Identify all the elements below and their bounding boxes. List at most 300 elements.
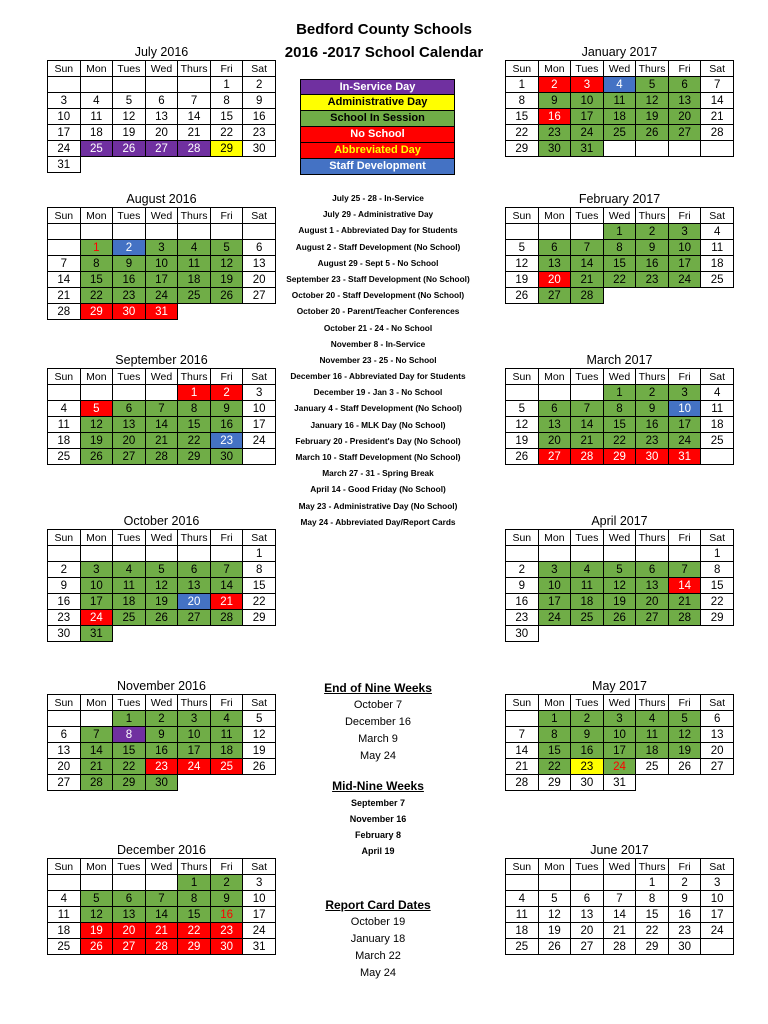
day-cell: 15 bbox=[113, 743, 146, 759]
weekday-header: Fri bbox=[668, 208, 701, 224]
day-cell: 5 bbox=[538, 891, 571, 907]
day-cell: 19 bbox=[538, 923, 571, 939]
day-cell: 24 bbox=[178, 759, 211, 775]
day-cell bbox=[210, 157, 243, 173]
day-cell: 11 bbox=[571, 578, 604, 594]
day-cell bbox=[538, 546, 571, 562]
day-cell bbox=[80, 875, 113, 891]
day-cell: 29 bbox=[113, 775, 146, 791]
day-cell: 12 bbox=[113, 109, 146, 125]
day-cell: 15 bbox=[636, 907, 669, 923]
day-cell: 23 bbox=[636, 272, 669, 288]
day-cell: 10 bbox=[668, 240, 701, 256]
day-cell: 24 bbox=[145, 288, 178, 304]
day-cell: 4 bbox=[80, 93, 113, 109]
week-row bbox=[506, 875, 734, 891]
day-cell: 3 bbox=[571, 77, 604, 93]
day-cell: 20 bbox=[243, 272, 276, 288]
day-cell: 7 bbox=[178, 93, 211, 109]
day-cell: 2 bbox=[210, 385, 243, 401]
weekday-header: Sat bbox=[701, 208, 734, 224]
day-cell: 21 bbox=[571, 272, 604, 288]
day-cell: 9 bbox=[48, 578, 81, 594]
day-cell bbox=[48, 77, 81, 93]
day-cell: 2 bbox=[636, 385, 669, 401]
day-cell: 5 bbox=[80, 401, 113, 417]
day-cell: 19 bbox=[603, 594, 636, 610]
day-cell: 9 bbox=[668, 891, 701, 907]
month-table bbox=[47, 694, 276, 791]
day-cell: 26 bbox=[538, 939, 571, 955]
week-row bbox=[48, 923, 276, 939]
month-calendar bbox=[47, 45, 276, 173]
week-row bbox=[506, 578, 734, 594]
day-cell: 13 bbox=[178, 578, 211, 594]
week-row bbox=[48, 743, 276, 759]
day-cell: 22 bbox=[636, 923, 669, 939]
day-cell: 22 bbox=[538, 759, 571, 775]
day-cell: 30 bbox=[506, 626, 539, 642]
month-table bbox=[505, 207, 734, 304]
month-table bbox=[47, 207, 276, 320]
day-cell: 27 bbox=[48, 775, 81, 791]
report-card-section bbox=[262, 897, 494, 982]
day-cell: 16 bbox=[113, 272, 146, 288]
weekday-header: Wed bbox=[603, 208, 636, 224]
mid-nine-weeks-date: November 16 bbox=[349, 814, 407, 824]
week-row bbox=[506, 711, 734, 727]
day-cell: 2 bbox=[145, 711, 178, 727]
day-cell: 12 bbox=[506, 256, 539, 272]
weekday-header: Fri bbox=[668, 695, 701, 711]
day-cell bbox=[113, 224, 146, 240]
day-cell: 21 bbox=[210, 594, 243, 610]
day-cell: 28 bbox=[701, 125, 734, 141]
day-cell: 17 bbox=[668, 256, 701, 272]
day-cell: 9 bbox=[243, 93, 276, 109]
day-cell: 30 bbox=[48, 626, 81, 642]
weekday-header: Fri bbox=[210, 61, 243, 77]
day-cell: 24 bbox=[668, 272, 701, 288]
weekday-header: Sat bbox=[701, 859, 734, 875]
day-cell: 25 bbox=[178, 288, 211, 304]
weekday-header: Tues bbox=[571, 369, 604, 385]
day-cell: 6 bbox=[668, 77, 701, 93]
day-cell: 20 bbox=[48, 759, 81, 775]
day-cell: 23 bbox=[668, 923, 701, 939]
week-row bbox=[48, 240, 276, 256]
day-cell: 3 bbox=[145, 240, 178, 256]
day-cell: 17 bbox=[603, 743, 636, 759]
weekday-header: Wed bbox=[145, 208, 178, 224]
day-cell: 8 bbox=[603, 240, 636, 256]
day-cell bbox=[603, 288, 636, 304]
day-cell: 11 bbox=[603, 93, 636, 109]
day-cell bbox=[113, 157, 146, 173]
day-cell: 6 bbox=[243, 240, 276, 256]
weekday-header: Fri bbox=[210, 208, 243, 224]
week-row bbox=[506, 449, 734, 465]
day-cell: 14 bbox=[145, 907, 178, 923]
week-row bbox=[506, 939, 734, 955]
day-cell: 17 bbox=[178, 743, 211, 759]
day-cell: 14 bbox=[178, 109, 211, 125]
day-cell: 31 bbox=[571, 141, 604, 157]
month-table bbox=[47, 60, 276, 173]
day-cell: 5 bbox=[668, 711, 701, 727]
weekday-header: Mon bbox=[538, 61, 571, 77]
day-cell: 22 bbox=[80, 288, 113, 304]
day-cell: 19 bbox=[243, 743, 276, 759]
weekday-header: Fri bbox=[210, 859, 243, 875]
day-cell: 15 bbox=[506, 109, 539, 125]
day-cell: 31 bbox=[243, 939, 276, 955]
week-row bbox=[48, 288, 276, 304]
day-cell bbox=[145, 546, 178, 562]
week-row bbox=[506, 759, 734, 775]
day-cell: 7 bbox=[668, 562, 701, 578]
event-item: July 25 - 28 - In-Service bbox=[332, 193, 424, 203]
day-cell: 31 bbox=[603, 775, 636, 791]
end-nine-weeks-date: March 9 bbox=[358, 733, 398, 745]
day-cell: 11 bbox=[210, 727, 243, 743]
event-item: November 23 - 25 - No School bbox=[319, 354, 437, 365]
day-cell bbox=[210, 546, 243, 562]
day-cell: 26 bbox=[506, 449, 539, 465]
week-row bbox=[506, 907, 734, 923]
weekday-header: Sun bbox=[506, 530, 539, 546]
weekday-header: Wed bbox=[603, 530, 636, 546]
day-cell: 27 bbox=[701, 759, 734, 775]
day-cell: 8 bbox=[636, 891, 669, 907]
day-cell: 26 bbox=[80, 449, 113, 465]
weekday-header: Sun bbox=[48, 695, 81, 711]
day-cell: 14 bbox=[80, 743, 113, 759]
day-cell bbox=[538, 626, 571, 642]
day-cell: 19 bbox=[210, 272, 243, 288]
day-cell: 21 bbox=[48, 288, 81, 304]
day-cell bbox=[668, 626, 701, 642]
day-cell: 10 bbox=[571, 93, 604, 109]
day-cell bbox=[145, 875, 178, 891]
day-cell: 26 bbox=[603, 610, 636, 626]
day-cell: 13 bbox=[668, 93, 701, 109]
week-row bbox=[48, 775, 276, 791]
day-cell bbox=[48, 385, 81, 401]
day-cell bbox=[538, 224, 571, 240]
report-card-date: January 18 bbox=[350, 933, 406, 945]
day-cell bbox=[178, 157, 211, 173]
weekday-header: Thurs bbox=[178, 208, 211, 224]
day-cell bbox=[178, 775, 211, 791]
day-cell: 23 bbox=[210, 433, 243, 449]
event-item: November 8 - In-Service bbox=[330, 338, 426, 349]
day-cell: 2 bbox=[210, 875, 243, 891]
week-row bbox=[506, 93, 734, 109]
week-row bbox=[48, 875, 276, 891]
day-cell: 16 bbox=[48, 594, 81, 610]
day-cell: 1 bbox=[636, 875, 669, 891]
day-cell: 5 bbox=[80, 891, 113, 907]
day-cell bbox=[571, 546, 604, 562]
event-item: May 23 - Administrative Day (No School) bbox=[298, 500, 458, 511]
day-cell bbox=[178, 626, 211, 642]
event-item: March 10 - Staff Development (No School) bbox=[295, 452, 461, 462]
page-subtitle: 2016 -2017 School Calendar bbox=[284, 44, 484, 61]
day-cell: 7 bbox=[506, 727, 539, 743]
day-cell: 16 bbox=[668, 907, 701, 923]
weekday-header: Sun bbox=[506, 369, 539, 385]
day-cell: 8 bbox=[178, 891, 211, 907]
day-cell: 27 bbox=[113, 449, 146, 465]
day-cell: 17 bbox=[571, 109, 604, 125]
weekday-header: Tues bbox=[113, 61, 146, 77]
day-cell: 24 bbox=[48, 141, 81, 157]
weekday-header: Mon bbox=[80, 61, 113, 77]
week-row bbox=[506, 433, 734, 449]
day-cell: 11 bbox=[48, 907, 81, 923]
day-cell: 14 bbox=[145, 417, 178, 433]
week-row bbox=[506, 923, 734, 939]
week-row bbox=[506, 775, 734, 791]
weekday-header: Wed bbox=[145, 859, 178, 875]
day-cell bbox=[636, 546, 669, 562]
week-row bbox=[48, 157, 276, 173]
week-row bbox=[48, 77, 276, 93]
day-cell: 10 bbox=[668, 401, 701, 417]
day-cell: 22 bbox=[701, 594, 734, 610]
weekday-header: Fri bbox=[210, 369, 243, 385]
day-cell bbox=[603, 141, 636, 157]
day-cell: 1 bbox=[178, 385, 211, 401]
week-row bbox=[506, 743, 734, 759]
day-cell bbox=[48, 224, 81, 240]
day-cell: 6 bbox=[113, 401, 146, 417]
day-cell: 5 bbox=[113, 93, 146, 109]
day-cell: 23 bbox=[243, 125, 276, 141]
day-cell: 21 bbox=[571, 433, 604, 449]
day-cell: 27 bbox=[243, 288, 276, 304]
month-name: October 2016 bbox=[123, 514, 200, 528]
day-cell: 3 bbox=[603, 711, 636, 727]
weekday-header: Tues bbox=[571, 695, 604, 711]
day-cell: 2 bbox=[506, 562, 539, 578]
event-item: May 24 - Abbreviated Day/Report Cards bbox=[300, 516, 456, 527]
day-cell: 25 bbox=[48, 449, 81, 465]
day-cell: 14 bbox=[48, 272, 81, 288]
weekday-header: Mon bbox=[538, 530, 571, 546]
end-nine-weeks-section bbox=[262, 680, 494, 765]
week-row bbox=[48, 626, 276, 642]
day-cell bbox=[701, 775, 734, 791]
month-calendar bbox=[505, 679, 734, 791]
weekday-header: Sun bbox=[506, 61, 539, 77]
day-cell bbox=[80, 711, 113, 727]
day-cell: 15 bbox=[701, 578, 734, 594]
day-cell: 29 bbox=[80, 304, 113, 320]
day-cell: 17 bbox=[80, 594, 113, 610]
month-calendar bbox=[47, 843, 276, 955]
day-cell: 2 bbox=[636, 224, 669, 240]
day-cell: 8 bbox=[210, 93, 243, 109]
weekday-header: Sat bbox=[243, 859, 276, 875]
day-cell: 20 bbox=[571, 923, 604, 939]
day-cell: 23 bbox=[506, 610, 539, 626]
day-cell bbox=[80, 224, 113, 240]
day-cell: 21 bbox=[701, 109, 734, 125]
day-cell: 13 bbox=[113, 907, 146, 923]
weekday-header: Thurs bbox=[178, 859, 211, 875]
weekday-header: Thurs bbox=[636, 208, 669, 224]
event-item: April 14 - Good Friday (No School) bbox=[310, 484, 446, 495]
week-row bbox=[48, 546, 276, 562]
day-cell: 8 bbox=[506, 93, 539, 109]
week-row bbox=[48, 417, 276, 433]
day-cell: 16 bbox=[506, 594, 539, 610]
day-cell: 6 bbox=[636, 562, 669, 578]
weekday-header: Sat bbox=[701, 530, 734, 546]
day-cell: 4 bbox=[210, 711, 243, 727]
week-row bbox=[48, 93, 276, 109]
day-cell: 10 bbox=[243, 401, 276, 417]
week-row bbox=[48, 759, 276, 775]
day-cell: 22 bbox=[603, 433, 636, 449]
day-cell: 11 bbox=[80, 109, 113, 125]
week-row bbox=[506, 125, 734, 141]
day-cell: 16 bbox=[571, 743, 604, 759]
day-cell: 27 bbox=[668, 125, 701, 141]
day-cell: 9 bbox=[571, 727, 604, 743]
day-cell bbox=[145, 626, 178, 642]
day-cell: 12 bbox=[506, 417, 539, 433]
day-cell bbox=[538, 875, 571, 891]
legend-item: Abbreviated Day bbox=[300, 143, 455, 159]
day-cell: 11 bbox=[636, 727, 669, 743]
day-cell: 15 bbox=[210, 109, 243, 125]
day-cell: 11 bbox=[701, 240, 734, 256]
day-cell: 26 bbox=[243, 759, 276, 775]
day-cell: 16 bbox=[538, 109, 571, 125]
month-name: August 2016 bbox=[126, 192, 197, 206]
day-cell: 12 bbox=[243, 727, 276, 743]
day-cell: 30 bbox=[571, 775, 604, 791]
day-cell: 26 bbox=[113, 141, 146, 157]
day-cell: 24 bbox=[701, 923, 734, 939]
week-row bbox=[506, 626, 734, 642]
day-cell bbox=[506, 546, 539, 562]
day-cell: 4 bbox=[636, 711, 669, 727]
day-cell: 31 bbox=[145, 304, 178, 320]
weekday-header: Mon bbox=[80, 369, 113, 385]
week-row bbox=[48, 727, 276, 743]
day-cell: 6 bbox=[538, 401, 571, 417]
weekday-header: Thurs bbox=[636, 859, 669, 875]
event-item: October 20 - Staff Development (No School) bbox=[291, 290, 465, 301]
day-cell: 25 bbox=[506, 939, 539, 955]
day-cell: 30 bbox=[538, 141, 571, 157]
day-cell: 4 bbox=[178, 240, 211, 256]
day-cell: 3 bbox=[668, 385, 701, 401]
day-cell: 9 bbox=[636, 401, 669, 417]
day-cell: 1 bbox=[178, 875, 211, 891]
day-cell bbox=[603, 626, 636, 642]
day-cell: 22 bbox=[210, 125, 243, 141]
day-cell: 24 bbox=[538, 610, 571, 626]
day-cell: 24 bbox=[80, 610, 113, 626]
day-cell: 31 bbox=[48, 157, 81, 173]
day-cell bbox=[668, 288, 701, 304]
day-cell bbox=[636, 288, 669, 304]
day-cell: 5 bbox=[506, 240, 539, 256]
day-cell: 19 bbox=[145, 594, 178, 610]
mid-nine-weeks-date: September 7 bbox=[350, 798, 406, 808]
day-cell: 22 bbox=[243, 594, 276, 610]
week-row bbox=[506, 546, 734, 562]
day-cell: 25 bbox=[603, 125, 636, 141]
day-cell bbox=[210, 224, 243, 240]
day-cell: 1 bbox=[603, 385, 636, 401]
week-row bbox=[48, 125, 276, 141]
day-cell: 28 bbox=[506, 775, 539, 791]
day-cell: 2 bbox=[538, 77, 571, 93]
day-cell bbox=[113, 385, 146, 401]
week-row bbox=[506, 272, 734, 288]
day-cell: 19 bbox=[506, 272, 539, 288]
legend-item: No School bbox=[300, 127, 455, 143]
month-name: September 2016 bbox=[115, 353, 208, 367]
day-cell: 13 bbox=[145, 109, 178, 125]
month-table bbox=[505, 529, 734, 642]
day-cell: 17 bbox=[145, 272, 178, 288]
day-cell: 1 bbox=[113, 711, 146, 727]
day-cell bbox=[668, 775, 701, 791]
day-cell: 15 bbox=[603, 256, 636, 272]
week-row bbox=[506, 891, 734, 907]
day-cell bbox=[506, 875, 539, 891]
day-cell: 9 bbox=[210, 891, 243, 907]
day-cell: 12 bbox=[80, 417, 113, 433]
day-cell: 6 bbox=[701, 711, 734, 727]
weekday-header: Tues bbox=[571, 208, 604, 224]
week-row bbox=[48, 401, 276, 417]
day-cell bbox=[571, 385, 604, 401]
day-cell: 30 bbox=[210, 939, 243, 955]
day-cell: 14 bbox=[506, 743, 539, 759]
day-cell: 1 bbox=[603, 224, 636, 240]
day-cell bbox=[210, 626, 243, 642]
day-cell: 20 bbox=[145, 125, 178, 141]
day-cell: 14 bbox=[571, 417, 604, 433]
week-row bbox=[48, 304, 276, 320]
day-cell bbox=[668, 141, 701, 157]
day-cell: 6 bbox=[113, 891, 146, 907]
day-cell: 7 bbox=[145, 401, 178, 417]
mid-nine-weeks-date: February 8 bbox=[354, 830, 402, 840]
weekday-header: Wed bbox=[145, 695, 178, 711]
day-cell: 8 bbox=[178, 401, 211, 417]
weekday-header: Thurs bbox=[178, 61, 211, 77]
day-cell: 6 bbox=[178, 562, 211, 578]
day-cell: 23 bbox=[113, 288, 146, 304]
event-item: August 29 - Sept 5 - No School bbox=[317, 257, 439, 268]
mid-nine-weeks-section bbox=[262, 778, 494, 859]
month-table bbox=[47, 529, 276, 642]
day-cell: 5 bbox=[145, 562, 178, 578]
day-cell bbox=[80, 77, 113, 93]
day-cell: 7 bbox=[80, 727, 113, 743]
end-nine-weeks-date: May 24 bbox=[359, 750, 397, 762]
day-cell: 7 bbox=[571, 240, 604, 256]
